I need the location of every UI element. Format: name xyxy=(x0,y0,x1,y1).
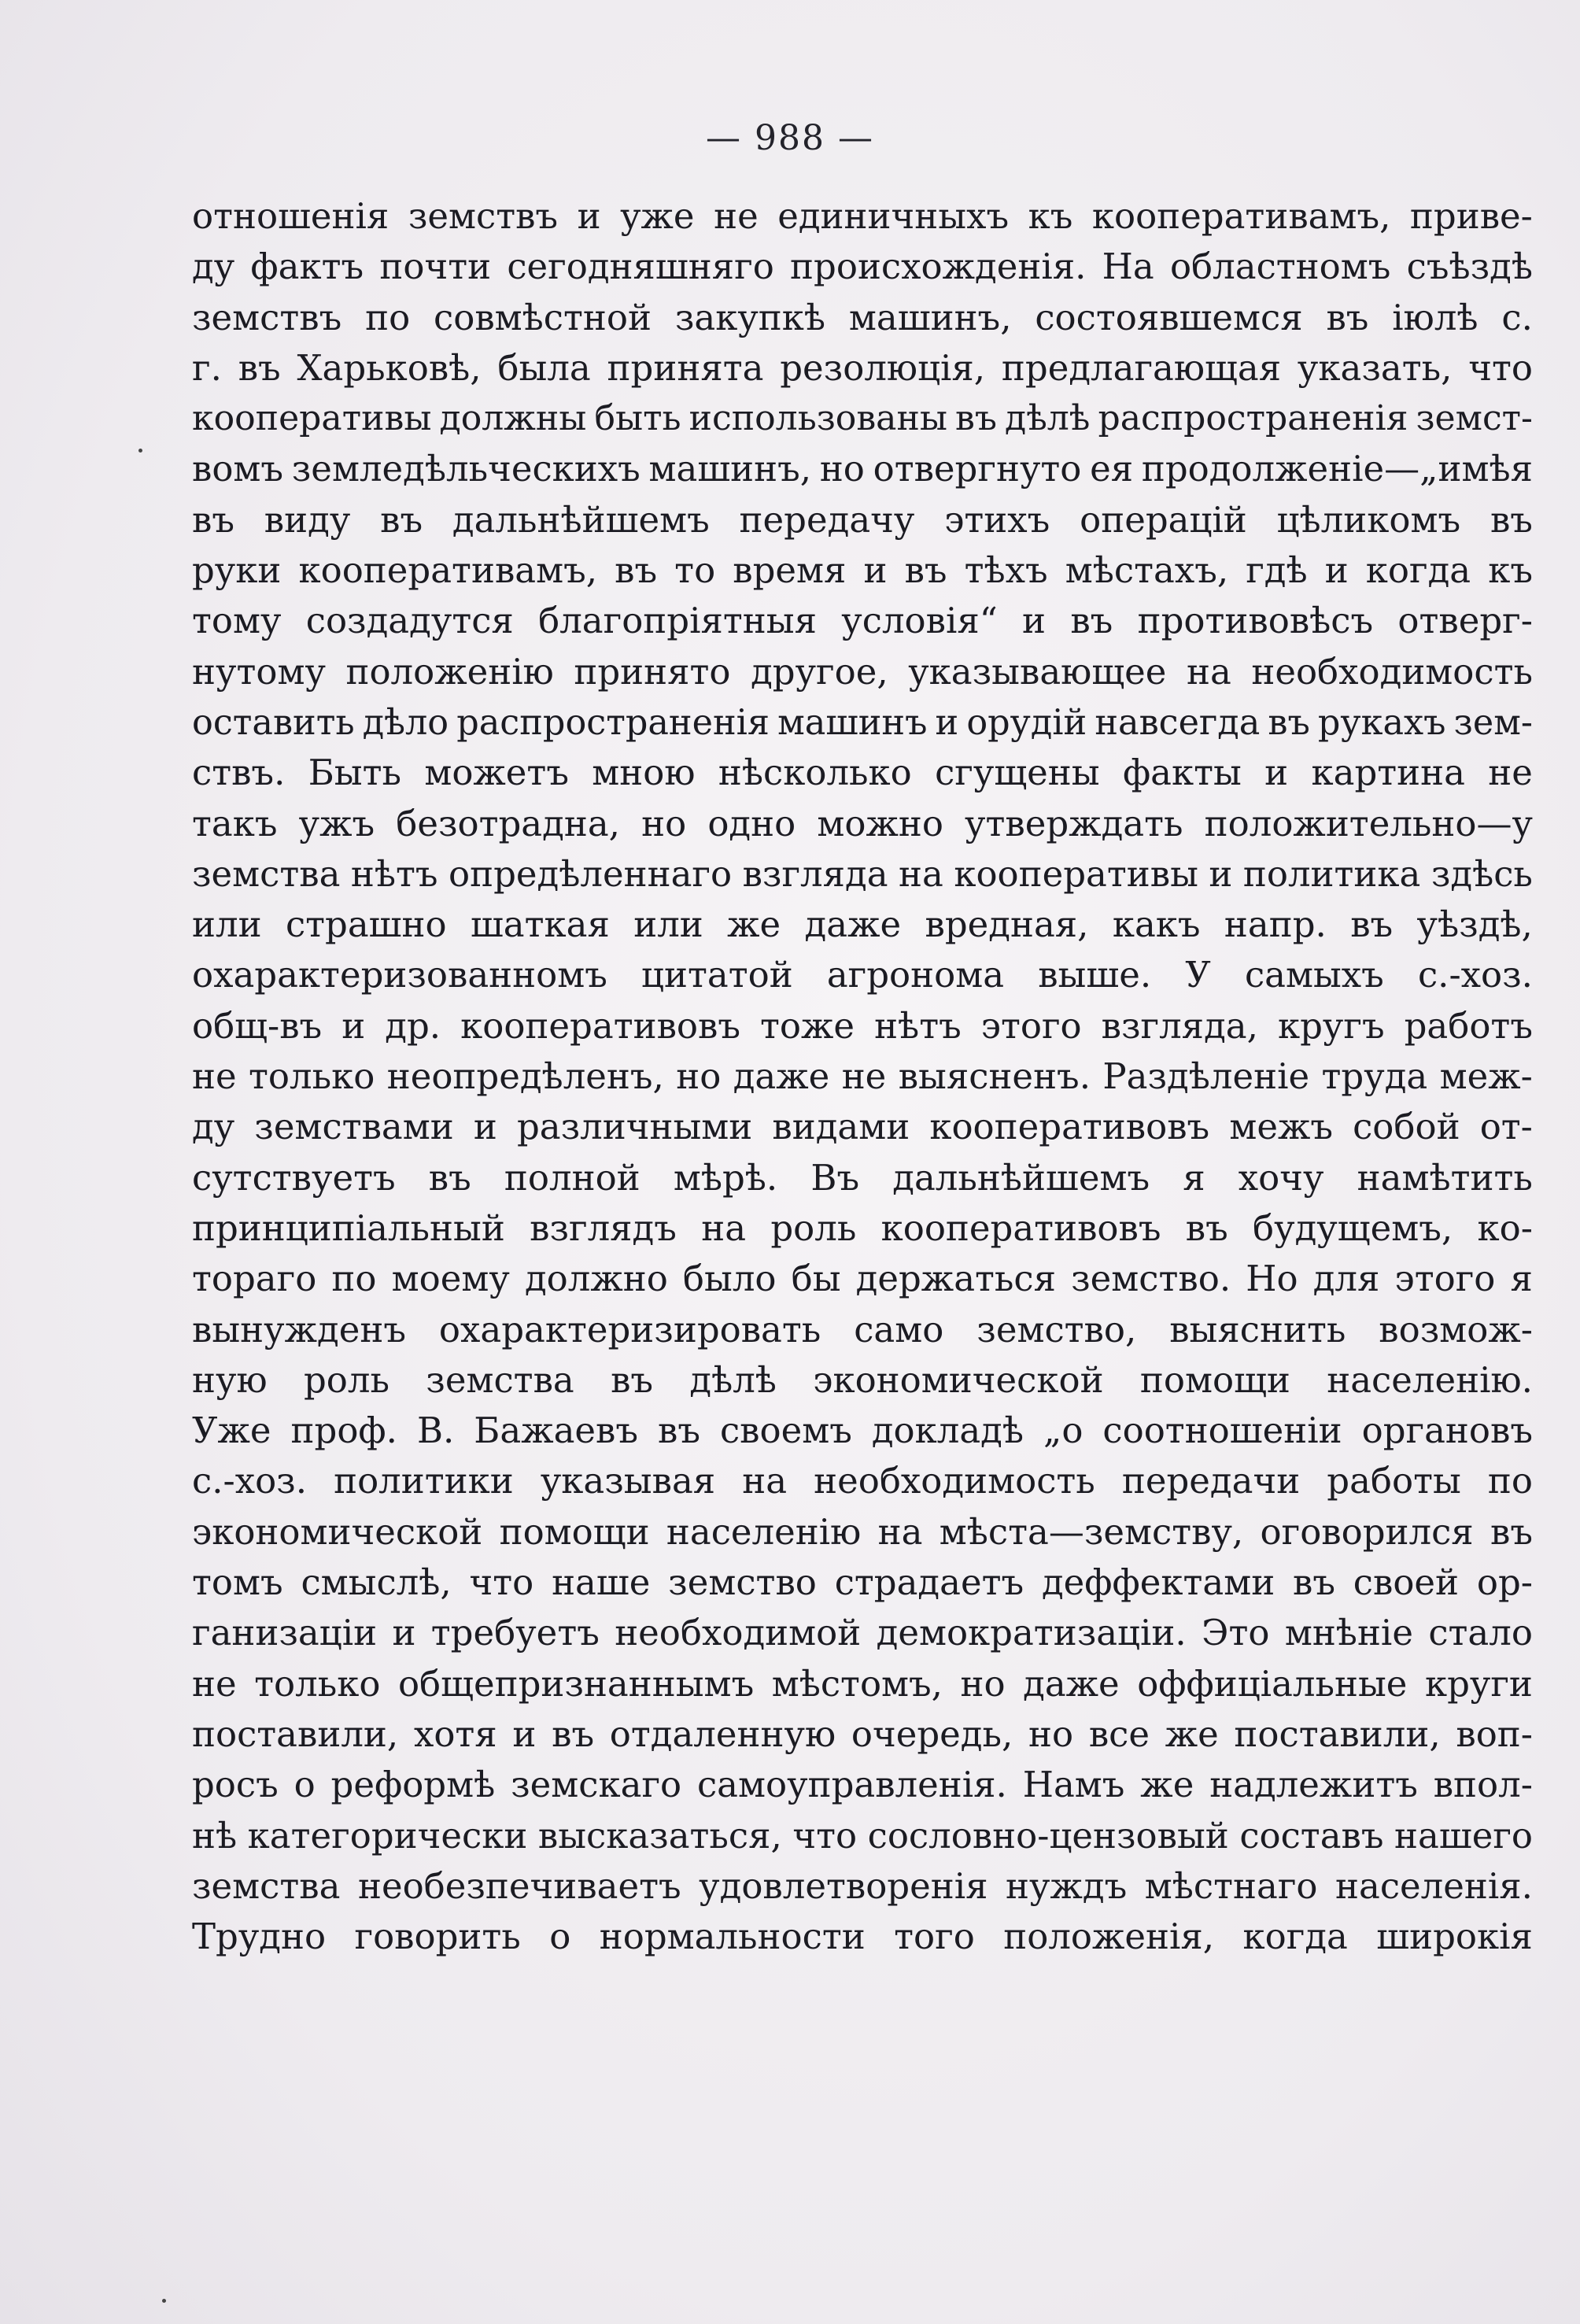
text-line: руки кооперативамъ, въ то время и въ тѣхъ мѣстахъ, гдѣ и когда къ xyxy=(192,549,1533,592)
text-line: с.-хоз. политики указывая на необходимость передачи работы по xyxy=(192,1460,1533,1502)
text-line: ствъ. Быть можетъ мною нѣсколько сгущены факты и картина не xyxy=(192,752,1533,794)
text-line: ганизаціи и требуетъ необходимой демократизаціи. Это мнѣніе стало xyxy=(192,1612,1533,1654)
text-line: отношенія земствъ и уже не единичныхъ къ кооперативамъ, приве- xyxy=(192,195,1533,237)
text-line: вомъ земледѣльческихъ машинъ, но отвергнуто ея продолженіе—„имѣя xyxy=(192,448,1533,490)
dust-speck xyxy=(138,449,142,453)
text-line: общ-въ и др. кооперативовъ тоже нѣтъ этого взгляда, кругъ работъ xyxy=(192,1004,1533,1047)
text-line: ду фактъ почти сегодняшняго происхожденія. На областномъ съѣздѣ xyxy=(192,246,1533,288)
text-line: не только общепризнаннымъ мѣстомъ, но даже оффиціальные круги xyxy=(192,1662,1533,1705)
text-line: сутствуетъ въ полной мѣрѣ. Въ дальнѣйшемъ я хочу намѣтить xyxy=(192,1156,1533,1199)
text-line: росъ о реформѣ земскаго самоуправленія. Намъ же надлежитъ впол- xyxy=(192,1764,1533,1806)
text-line: Уже проф. В. Бажаевъ въ своемъ докладѣ „о соотношеніи органовъ xyxy=(192,1410,1533,1452)
text-line: вынужденъ охарактеризировать само земство, выяснить возмож- xyxy=(192,1308,1533,1350)
page-number: — 988 — xyxy=(706,118,874,158)
text-line: томъ смыслѣ, что наше земство страдаетъ деффектами въ своей ор- xyxy=(192,1561,1533,1604)
text-line: нутому положенію принято другое, указывающее на необходимость xyxy=(192,650,1533,693)
text-line: принципіальный взглядъ на роль кооперативовъ въ будущемъ, ко- xyxy=(192,1206,1533,1249)
text-line: земства необезпечиваетъ удовлетворенія нуждъ мѣстнаго населенія. xyxy=(192,1864,1533,1907)
text-line: не только неопредѣленъ, но даже не выясненъ. Раздѣленіе труда меж- xyxy=(192,1055,1533,1098)
text-line: оставить дѣло распространенія машинъ и орудій навсегда въ рукахъ зем- xyxy=(192,701,1533,743)
text-line: кооперативы должны быть использованы въ дѣлѣ распространенія земст- xyxy=(192,398,1533,439)
text-line: въ виду въ дальнѣйшемъ передачу этихъ операцій цѣликомъ въ xyxy=(192,498,1533,541)
text-line: тому создадутся благопріятныя условія“ и въ противовѣсъ отверг- xyxy=(192,600,1533,642)
body-text xyxy=(192,191,1533,1962)
dust-speck xyxy=(162,2299,166,2303)
text-line: земствъ по совмѣстной закупкѣ машинъ, состоявшемся въ іюлѣ с. xyxy=(192,296,1533,338)
text-line: или страшно шаткая или же даже вредная, какъ напр. въ уѣздѣ, xyxy=(192,903,1533,946)
text-line: г. въ Харьковѣ, была принята резолюція, предлагающая указать, что xyxy=(192,346,1533,389)
text-line: нѣ категорически высказаться, что сословно-цензовый составъ нашего xyxy=(192,1814,1533,1857)
text-line: земства нѣтъ опредѣленнаго взгляда на кооперативы и политика здѣсь xyxy=(192,852,1533,895)
text-line: тораго по моему должно было бы держаться земство. Но для этого я xyxy=(192,1258,1533,1300)
text-line: поставили, хотя и въ отдаленную очередь, но все же поставили, воп- xyxy=(192,1713,1533,1755)
text-line: экономической помощи населенію на мѣста—земству, оговорился въ xyxy=(192,1510,1533,1553)
text-line: охарактеризованномъ цитатой агронома выше. У самыхъ с.-хоз. xyxy=(192,954,1533,996)
text-line: ную роль земства въ дѣлѣ экономической помощи населенію. xyxy=(192,1358,1533,1401)
text-line: ду земствами и различными видами кооперативовъ межъ собой от- xyxy=(192,1106,1533,1148)
text-line: Трудно говорить о нормальности того положенія, когда широкія xyxy=(192,1916,1533,1958)
text-line: такъ ужъ безотрадна, но одно можно утверждать положительно—у xyxy=(192,802,1533,844)
